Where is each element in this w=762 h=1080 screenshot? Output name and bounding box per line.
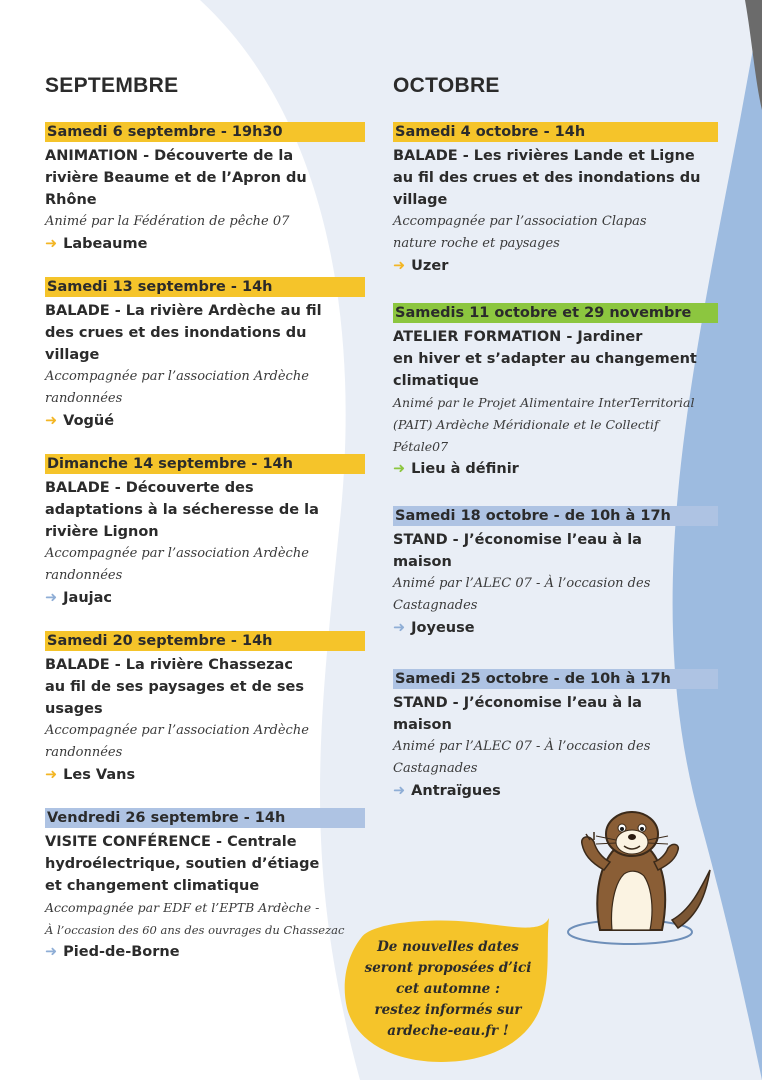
event-oct-25	[393, 669, 718, 802]
event-date: Samedi 20 septembre - 14h	[45, 631, 365, 651]
otter-icon	[560, 800, 720, 950]
event-title-line: rivière Lignon	[45, 524, 159, 540]
event-sep-14	[45, 454, 365, 609]
event-date: Samedi 13 septembre - 14h	[45, 277, 365, 297]
event-place	[393, 780, 718, 802]
event-title-line: Rhône	[45, 192, 97, 208]
event-place	[393, 255, 718, 277]
event-title-line: maison	[393, 717, 452, 733]
bubble-line: cet automne :	[396, 981, 500, 997]
bubble-line: De nouvelles dates	[377, 939, 519, 955]
event-date: Samedis 11 octobre et 29 novembre	[393, 303, 718, 323]
event-title-line: adaptations à la sécheresse de la	[45, 502, 319, 518]
arrow-right-icon: ➜	[45, 236, 58, 252]
bubble-website-line: ardeche-eau.fr !	[387, 1023, 509, 1039]
event-date: Samedi 4 octobre - 14h	[393, 122, 718, 142]
event-title-line: BALADE - La rivière Ardèche au fil	[45, 303, 322, 319]
event-place-label: Les Vans	[63, 767, 136, 783]
event-place-label: Pied-de-Borne	[63, 944, 180, 960]
event-description: Accompagnée par l’association Ardèche	[45, 723, 309, 738]
event-title-line: ANIMATION - Découverte de la	[45, 148, 294, 164]
arrow-right-icon: ➜	[393, 620, 406, 636]
event-description: Accompagnée par l’association Clapas	[393, 214, 647, 229]
event-place	[45, 587, 365, 609]
event-place	[45, 941, 365, 963]
event-title-line: STAND - J’économise l’eau à la	[393, 532, 642, 548]
event-description: Castagnades	[393, 598, 478, 613]
arrow-right-icon: ➜	[45, 767, 58, 783]
event-title-line: BALADE - La rivière Chassezac	[45, 657, 293, 673]
event-place	[45, 233, 365, 255]
october-column	[393, 70, 718, 824]
event-title-line: BALADE - Découverte des	[45, 480, 254, 496]
event-place-label: Antraïgues	[411, 783, 501, 799]
event-title-line: en hiver et s’adapter au changement	[393, 351, 697, 367]
event-place	[393, 458, 718, 480]
arrow-right-icon: ➜	[45, 590, 58, 606]
event-description: Accompagnée par EDF et l’EPTB Ardèche -	[45, 900, 320, 915]
event-title-line: VISITE CONFÉRENCE - Centrale	[45, 834, 297, 850]
event-title-line: des crues et des inondations du village	[45, 325, 307, 363]
event-description: Animé par l’ALEC 07 - À l’occasion des	[393, 576, 651, 591]
bubble-line: seront proposées d’ici	[364, 960, 532, 976]
event-place-label: Joyeuse	[411, 620, 475, 636]
event-date: Samedi 25 octobre - de 10h à 17h	[393, 669, 718, 689]
event-description: Pétale07	[393, 439, 449, 454]
event-title-line: hydroélectrique, soutien d’étiage	[45, 856, 320, 872]
arrow-right-icon: ➜	[45, 413, 58, 429]
event-title-line: STAND - J’économise l’eau à la	[393, 695, 642, 711]
event-place-label: Labeaume	[63, 236, 148, 252]
event-title-line: rivière Beaume et de l’Apron du	[45, 170, 307, 186]
event-description: Animé par la Fédération de pêche 07	[45, 214, 290, 229]
event-description: (PAIT) Ardèche Méridionale et le Collectif	[393, 417, 659, 432]
event-title-line: village	[393, 192, 448, 208]
event-date: Dimanche 14 septembre - 14h	[45, 454, 365, 474]
arrow-right-icon: ➜	[393, 783, 406, 799]
event-place-label: Jaujac	[63, 590, 113, 606]
event-description: nature roche et paysages	[393, 236, 560, 251]
event-title-line: au fil des crues et des inondations du	[393, 170, 701, 186]
month-heading-september: SEPTEMBRE	[45, 74, 179, 97]
event-description: Animé par l’ALEC 07 - À l’occasion des	[393, 739, 651, 754]
event-sep-20	[45, 631, 365, 786]
arrow-right-icon: ➜	[393, 258, 406, 274]
event-place	[45, 410, 365, 432]
arrow-right-icon: ➜	[393, 461, 406, 477]
event-title-line: et changement climatique	[45, 878, 260, 894]
event-description: Accompagnée par l’association Ardèche	[45, 369, 309, 384]
event-place-label: Lieu à définir	[411, 461, 519, 477]
event-place	[393, 617, 718, 639]
event-title-line: climatique	[393, 373, 479, 389]
event-date: Samedi 6 septembre - 19h30	[45, 122, 365, 142]
event-description: randonnées	[45, 745, 123, 760]
event-title-line: maison	[393, 554, 452, 570]
event-place-label: Uzer	[411, 258, 449, 274]
event-description: À l’occasion des 60 ans des ouvrages du Chassezac	[45, 923, 345, 937]
event-description: randonnées	[45, 568, 123, 583]
bubble-line: restez informés sur	[374, 1002, 522, 1018]
event-description: randonnées	[45, 391, 123, 406]
event-description: Accompagnée par l’association Ardèche	[45, 546, 309, 561]
event-description: Animé par le Projet Alimentaire InterTerritorial	[393, 395, 695, 410]
event-oct-11-nov-29	[393, 303, 718, 480]
event-date: Samedi 18 octobre - de 10h à 17h	[393, 506, 718, 526]
event-title-line: ATELIER FORMATION - Jardiner	[393, 329, 643, 345]
bubble-message	[358, 937, 538, 1042]
event-title-line: au fil de ses paysages et de ses usages	[45, 679, 304, 717]
month-heading-october: OCTOBRE	[393, 74, 500, 97]
event-sep-13	[45, 277, 365, 432]
arrow-right-icon: ➜	[45, 944, 58, 960]
event-place-label: Vogüé	[63, 413, 115, 429]
event-oct-4	[393, 122, 718, 277]
event-place	[45, 764, 365, 786]
event-sep-6	[45, 122, 365, 255]
event-date: Vendredi 26 septembre - 14h	[45, 808, 365, 828]
september-column	[45, 70, 365, 985]
event-oct-18	[393, 506, 718, 639]
event-title-line: BALADE - Les rivières Lande et Ligne	[393, 148, 695, 164]
event-description: Castagnades	[393, 761, 478, 776]
event-sep-26	[45, 808, 365, 963]
